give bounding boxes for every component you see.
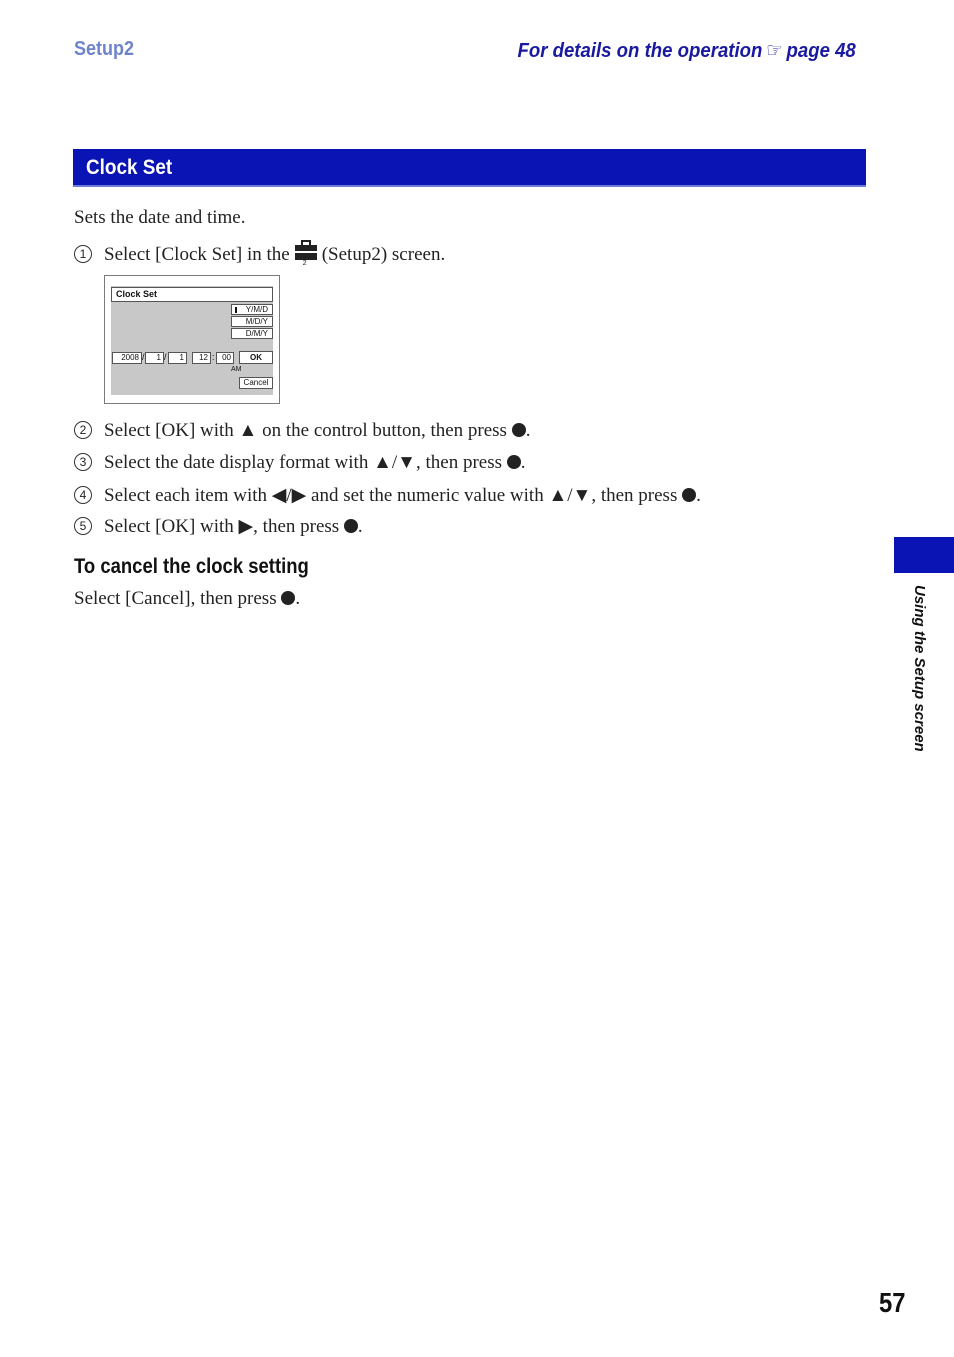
step-3: 3 Select the date display format with ▲/▼, then press . bbox=[74, 452, 526, 474]
center-button-icon bbox=[507, 455, 521, 469]
cancel-button[interactable]: Cancel bbox=[239, 377, 273, 389]
format-option-dmy[interactable]: D/M/Y bbox=[231, 328, 273, 339]
section-title: Clock Set bbox=[86, 156, 173, 179]
time-separator: : bbox=[212, 352, 215, 362]
step-2-text: Select [OK] with ▲ on the control button, then press bbox=[104, 420, 507, 441]
step-1 bbox=[74, 240, 445, 268]
selected-marker-icon bbox=[235, 307, 237, 313]
center-button-icon bbox=[281, 591, 295, 605]
step-number-4: 4 bbox=[74, 486, 92, 504]
date-separator: / bbox=[142, 352, 145, 362]
step-number-3: 3 bbox=[74, 453, 92, 471]
step-1-text-pre: Select [Clock Set] in the bbox=[104, 244, 290, 265]
setup-icon-subscript: 2 bbox=[302, 260, 307, 267]
step-number-1: 1 bbox=[74, 245, 92, 263]
reference-hand-icon: ☞ bbox=[766, 40, 784, 62]
step-3-text: Select the date display format with ▲/▼, then press bbox=[104, 452, 502, 473]
cancel-instruction: Select [Cancel], then press . bbox=[74, 588, 301, 609]
center-button-icon bbox=[344, 519, 358, 533]
day-field[interactable]: 1 bbox=[168, 352, 187, 364]
step-4-text: Select each item with ◀/▶ and set the numeric value with ▲/▼, then press bbox=[104, 485, 678, 506]
date-separator: / bbox=[164, 352, 167, 362]
screen-title: Clock Set bbox=[111, 287, 273, 302]
year-field[interactable]: 2008 bbox=[112, 352, 142, 364]
step-2: 2 Select [OK] with ▲ on the control button, then press . bbox=[74, 420, 530, 442]
format-option-mdy[interactable]: M/D/Y bbox=[231, 316, 273, 327]
header-details-reference bbox=[518, 38, 856, 63]
step-number-5: 5 bbox=[74, 517, 92, 535]
minute-field[interactable]: 00 bbox=[216, 352, 234, 364]
step-5-text: Select [OK] with ▶, then press bbox=[104, 516, 340, 537]
center-button-icon bbox=[682, 488, 696, 502]
chapter-label: Using the Setup screen bbox=[911, 585, 928, 752]
step-4: 4 Select each item with ◀/▶ and set the numeric value with ▲/▼, then press . bbox=[74, 484, 701, 507]
details-text: For details on the operation bbox=[517, 40, 763, 62]
chapter-tab bbox=[894, 537, 954, 573]
details-page-link[interactable]: page 48 bbox=[786, 40, 856, 62]
format-option-ymd[interactable]: Y/M/D bbox=[231, 304, 273, 315]
header-section-title: Setup2 bbox=[74, 38, 135, 60]
cancel-subheading: To cancel the clock setting bbox=[74, 555, 309, 578]
center-button-icon bbox=[512, 423, 526, 437]
step-5: 5 Select [OK] with ▶, then press . bbox=[74, 515, 363, 538]
setup2-toolbox-icon bbox=[294, 240, 318, 268]
page-number: 57 bbox=[879, 1287, 906, 1318]
section-title-bar bbox=[73, 149, 866, 187]
intro-text: Sets the date and time. bbox=[74, 207, 246, 228]
step-1-text-post: (Setup2) screen. bbox=[321, 244, 446, 265]
clock-set-screen bbox=[104, 275, 280, 404]
ampm-indicator: AM bbox=[231, 366, 242, 373]
month-field[interactable]: 1 bbox=[145, 352, 164, 364]
step-number-2: 2 bbox=[74, 421, 92, 439]
ok-button[interactable]: OK bbox=[239, 351, 273, 364]
hour-field[interactable]: 12 bbox=[192, 352, 211, 364]
